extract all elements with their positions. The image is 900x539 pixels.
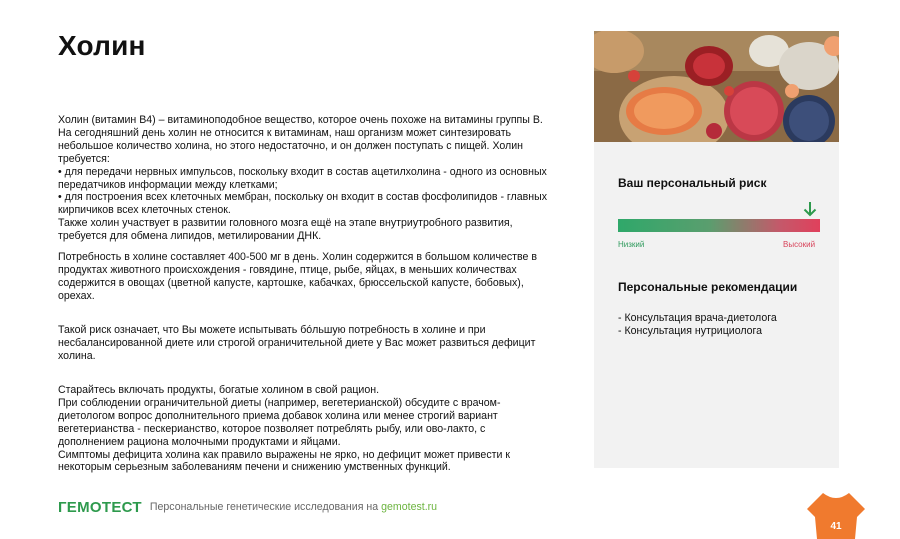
text-line: Также холин участвует в развитии головного мозга ещё на этапе внутриутробного развития, требуется для обмена липидов, метилировании ДНК. — [58, 217, 513, 243]
recommendations-title: Персональные рекомендации — [618, 280, 798, 294]
text-line: Симптомы дефицита холина как правило выражены не ярко, но дефицит может привести к некоторым серьезным заболеваниям печени и снижению умственных функций. — [58, 448, 510, 474]
risk-meaning-paragraph — [58, 324, 550, 363]
text-line: • для построения всех клеточных мембран, поскольку он входит в состав фосфолипидов - главных кирпичиков всех клеточных стенок. — [58, 191, 548, 217]
risk-title: Ваш персональный риск — [618, 176, 767, 190]
text-line: Потребность в холине составляет 400-500 мг в день. Холин содержится в большом количестве в продуктах животного происхождения - говядине, птице, рыбе, яйцах, в меньших количествах содержится в овощах (цветной капусте, картошке, кабачках, брюссельской капусте, бобовых), орехах. — [58, 251, 537, 302]
risk-low-label: Низкий — [618, 240, 645, 249]
text-line: Холин (витамин В4) – витаминоподобное вещество, которое очень похоже на витамины группы В. На сегодняшний день холин не относится к витаминам, наш организм может синтезировать небольшое количество холина, но этого недостаточно, и он должен поступать с пищей. Холин требуется: — [58, 114, 543, 165]
food-photo — [594, 31, 839, 142]
footer-text: Персональные генетические исследования на — [149, 501, 379, 513]
recommendation-item: - Консультация врача-диетолога — [618, 312, 777, 324]
brand-logo: ГЕМОТЕСТ — [58, 498, 142, 516]
text-line: При соблюдении ограничительной диеты (например, вегетерианской) обсудите с врачом-диетологом вопрос дополнительного приема добавок холина или менее строгий вариант вегетерианства - пескерианство, которое позволяет потреблять рыбу, или ово-лакто, с дополнением рациона молочными продуктами и яйцами. — [58, 396, 501, 448]
requirement-paragraph — [58, 251, 550, 303]
website-link[interactable]: gemotest.ru — [381, 501, 438, 513]
recommendation-item: - Консультация нутрициолога — [618, 324, 763, 337]
intro-paragraph — [58, 114, 550, 243]
footer — [58, 497, 437, 517]
recommendations-list — [618, 312, 777, 338]
page-number: 41 — [830, 521, 842, 532]
page-title: Холин — [58, 30, 146, 61]
text-line: Старайтесь включать продукты, богатые холином в свой рацион. — [58, 384, 380, 396]
risk-scale-bar — [618, 219, 820, 232]
text-line: • для передачи нервных импульсов, поскольку входит в состав ацетилхолина - одного из основных передатчиков информации между клетками; — [58, 165, 547, 191]
risk-panel — [594, 31, 839, 468]
risk-marker-arrow-icon — [803, 201, 817, 217]
risk-high-label: Высокий — [783, 240, 816, 249]
text-line: Такой риск означает, что Вы можете испытывать бóльшую потребность в холине и при несбалансированной диете или строгой ограничительной диете у Вас может развиться дефицит холина. — [58, 324, 536, 362]
food-photo-illustration — [594, 31, 839, 142]
advice-paragraph — [58, 384, 550, 474]
